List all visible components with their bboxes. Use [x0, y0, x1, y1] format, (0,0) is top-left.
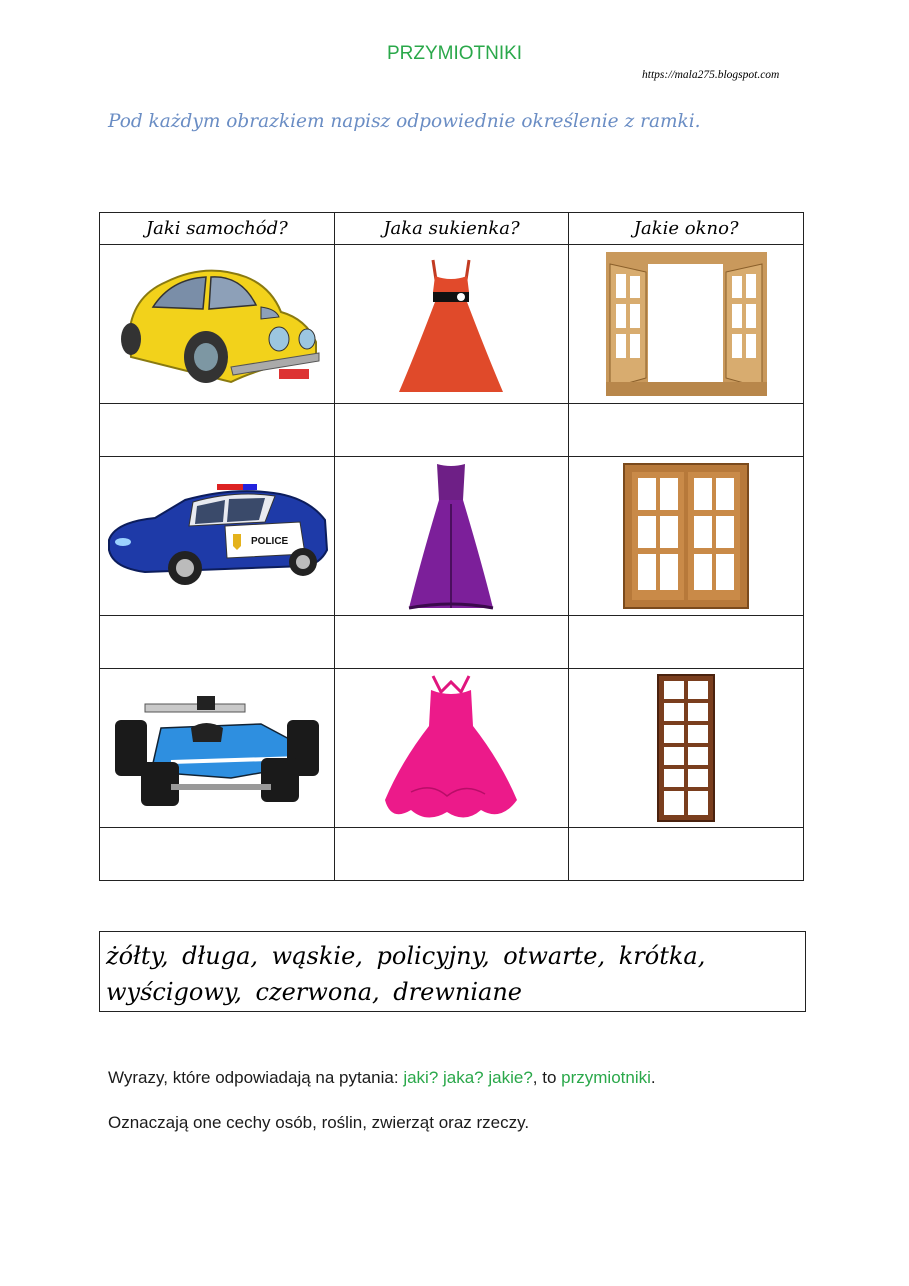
header-dress: Jaka sukienka? [334, 213, 569, 245]
answer-cell-car-3[interactable] [100, 828, 335, 881]
note-prefix: Wyrazy, które odpowiadają na pytania: [108, 1068, 404, 1087]
table-row [100, 457, 804, 616]
header-car: Jaki samochód? [100, 213, 335, 245]
answer-cell-dress-3[interactable] [334, 828, 569, 881]
answer-cell-window-1[interactable] [569, 404, 804, 457]
yellow-beetle-car-image [111, 257, 323, 392]
police-car-cell [100, 457, 335, 616]
note-middle: , to [532, 1068, 562, 1087]
meaning-note: Oznaczają one cechy osób, roślin, zwierząt oraz rzeczy. [108, 1113, 530, 1132]
answer-row [100, 616, 804, 669]
yellow-beetle-car-cell [100, 245, 335, 404]
instruction: Pod każdym obrazkiem napisz odpowiednie określenie z ramki. [108, 111, 701, 132]
answer-row [100, 828, 804, 881]
red-dress-cell [334, 245, 569, 404]
red-dress-image [391, 252, 511, 397]
wooden-window-image [622, 462, 750, 610]
race-car-image [111, 688, 323, 808]
purple-dress-cell [334, 457, 569, 616]
word-box: żółty, długa, wąskie, policyjny, otwarte, krótka, wyścigowy, czerwona, drewniane [99, 931, 806, 1012]
source-url: https://mala275.blogspot.com [642, 69, 780, 81]
answer-row [100, 404, 804, 457]
note-term: przymiotniki [561, 1068, 651, 1087]
police-car-image [105, 480, 329, 592]
pink-dress-image [381, 672, 521, 824]
table-row [100, 669, 804, 828]
narrow-window-image [656, 673, 716, 823]
note-suffix: . [650, 1068, 656, 1087]
purple-dress-image [401, 460, 501, 612]
open-window-cell [569, 245, 804, 404]
narrow-window-cell [569, 669, 804, 828]
answer-cell-window-2[interactable] [569, 616, 804, 669]
note-questions: jaki? jaka? jakie? [403, 1068, 533, 1087]
answer-cell-car-2[interactable] [100, 616, 335, 669]
answer-cell-dress-1[interactable] [334, 404, 569, 457]
wooden-window-cell [569, 457, 804, 616]
definition-note [108, 1068, 656, 1088]
open-window-image [604, 250, 769, 398]
page-title: PRZYMIOTNIKI [386, 43, 523, 64]
race-car-cell [100, 669, 335, 828]
table-row [100, 245, 804, 404]
answer-cell-window-3[interactable] [569, 828, 804, 881]
exercise-table [99, 212, 804, 881]
answer-cell-car-1[interactable] [100, 404, 335, 457]
table-header-row [100, 213, 804, 245]
svg-text:POLICE: POLICE [250, 536, 289, 547]
pink-dress-cell [334, 669, 569, 828]
header-window: Jakie okno? [569, 213, 804, 245]
answer-cell-dress-2[interactable] [334, 616, 569, 669]
